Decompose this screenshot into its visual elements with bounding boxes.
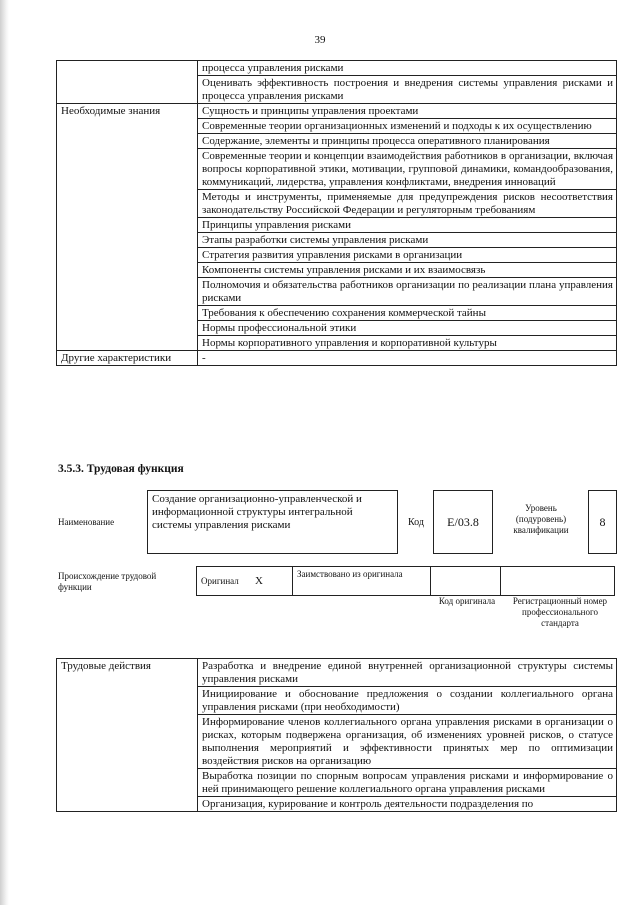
original-cell (197, 567, 293, 596)
name-label: Наименование (58, 517, 115, 527)
table-cell: Принципы управления рисками (198, 218, 617, 233)
original-mark: X (254, 574, 263, 587)
original-label: Оригинал (201, 575, 239, 586)
labor-actions-table (56, 658, 617, 812)
origin-label: Происхождение трудовой функции (58, 571, 157, 592)
reg-number-caption: Регистрационный номер профессионального стандарта (512, 596, 608, 628)
table-cell: Инициирование и обоснование предложения о создании коллегиального органа управления рисками (при необходимости) (198, 687, 617, 715)
table-cell: Сущность и принципы управления проектами (198, 104, 617, 119)
table-row (197, 567, 615, 596)
table-cell: Современные теории организационных изменений и подходы к их осуществлению (198, 119, 617, 134)
knowledge-label: Необходимые знания (57, 104, 198, 351)
origin-table (196, 566, 615, 596)
table-row (57, 61, 617, 76)
table-cell: Стратегия развития управления рисками в организации (198, 248, 617, 263)
table-cell: Оценивать эффективность построения и внедрения системы управления рисками и процесса управления рисками (198, 76, 617, 104)
table-cell: Методы и инструменты, применяемые для предупреждения рисков несоответствия законодательству Российской Федерации и регуляторным требованиям (198, 190, 617, 218)
table-cell-empty (57, 61, 198, 104)
table-cell: Нормы корпоративного управления и корпоративной культуры (198, 336, 617, 351)
table-cell: Содержание, элементы и принципы процесса оперативного планирования (198, 134, 617, 149)
section-title: 3.5.3. Трудовая функция (58, 463, 184, 475)
table-cell: Разработка и внедрение единой внутренней организационной структуры системы управления рисками (198, 659, 617, 687)
table-cell: процесса управления рисками (198, 61, 617, 76)
table-cell: Современные теории и концепции взаимодействия работников в организации, включая вопросы корпоративной этики, мотивации, групповой динамики, командообразования, коммуникаций, лидерства, управления конфликтами, внедрения инноваций (198, 149, 617, 190)
table-cell: Требования к обеспечению сохранения коммерческой тайны (198, 306, 617, 321)
knowledge-table (56, 60, 617, 366)
page-number: 39 (314, 34, 326, 46)
level-value-box: 8 (588, 490, 617, 554)
table-row (57, 659, 617, 687)
table-cell: Этапы разработки системы управления рисками (198, 233, 617, 248)
code-label: Код (408, 517, 424, 528)
actions-label: Трудовые действия (57, 659, 198, 812)
other-characteristics-label: Другие характеристики (57, 351, 198, 366)
function-name-box: Создание организационно-управленческой и информационной структуры интегральной системы управления рисками (147, 490, 398, 554)
table-cell: Компоненты системы управления рисками и их взаимосвязь (198, 263, 617, 278)
reg-number-cell (501, 567, 615, 596)
table-cell: Нормы профессиональной этики (198, 321, 617, 336)
borrowed-label: Заимствовано из оригинала (293, 567, 431, 596)
table-cell: Полномочия и обязательства работников организации по реализации плана управления рисками (198, 278, 617, 306)
code-original-caption: Код оригинала (438, 596, 496, 606)
table-cell: Информирование членов коллегиального органа управления рисками в организации о рисках, которым подвержена организация, об изменениях уровней рисков, о статусе выполнения мероприятий и эффективности принятых мер по оптимизации воздействия рисков на организацию (198, 715, 617, 769)
code-value-box: Е/03.8 (433, 490, 493, 554)
table-row (57, 351, 617, 366)
table-cell: Выработка позиции по спорным вопросам управления рисками и информирование о ней принимающего решение коллегиального органа управления рисками (198, 769, 617, 797)
level-label: Уровень (подуровень) квалификации (513, 503, 569, 535)
other-characteristics-value: - (198, 351, 617, 366)
table-cell: Организация, курирование и контроль деятельности подразделения по (198, 797, 617, 812)
scan-edge-shadow (0, 0, 9, 905)
code-original-cell (431, 567, 501, 596)
table-row (57, 104, 617, 119)
